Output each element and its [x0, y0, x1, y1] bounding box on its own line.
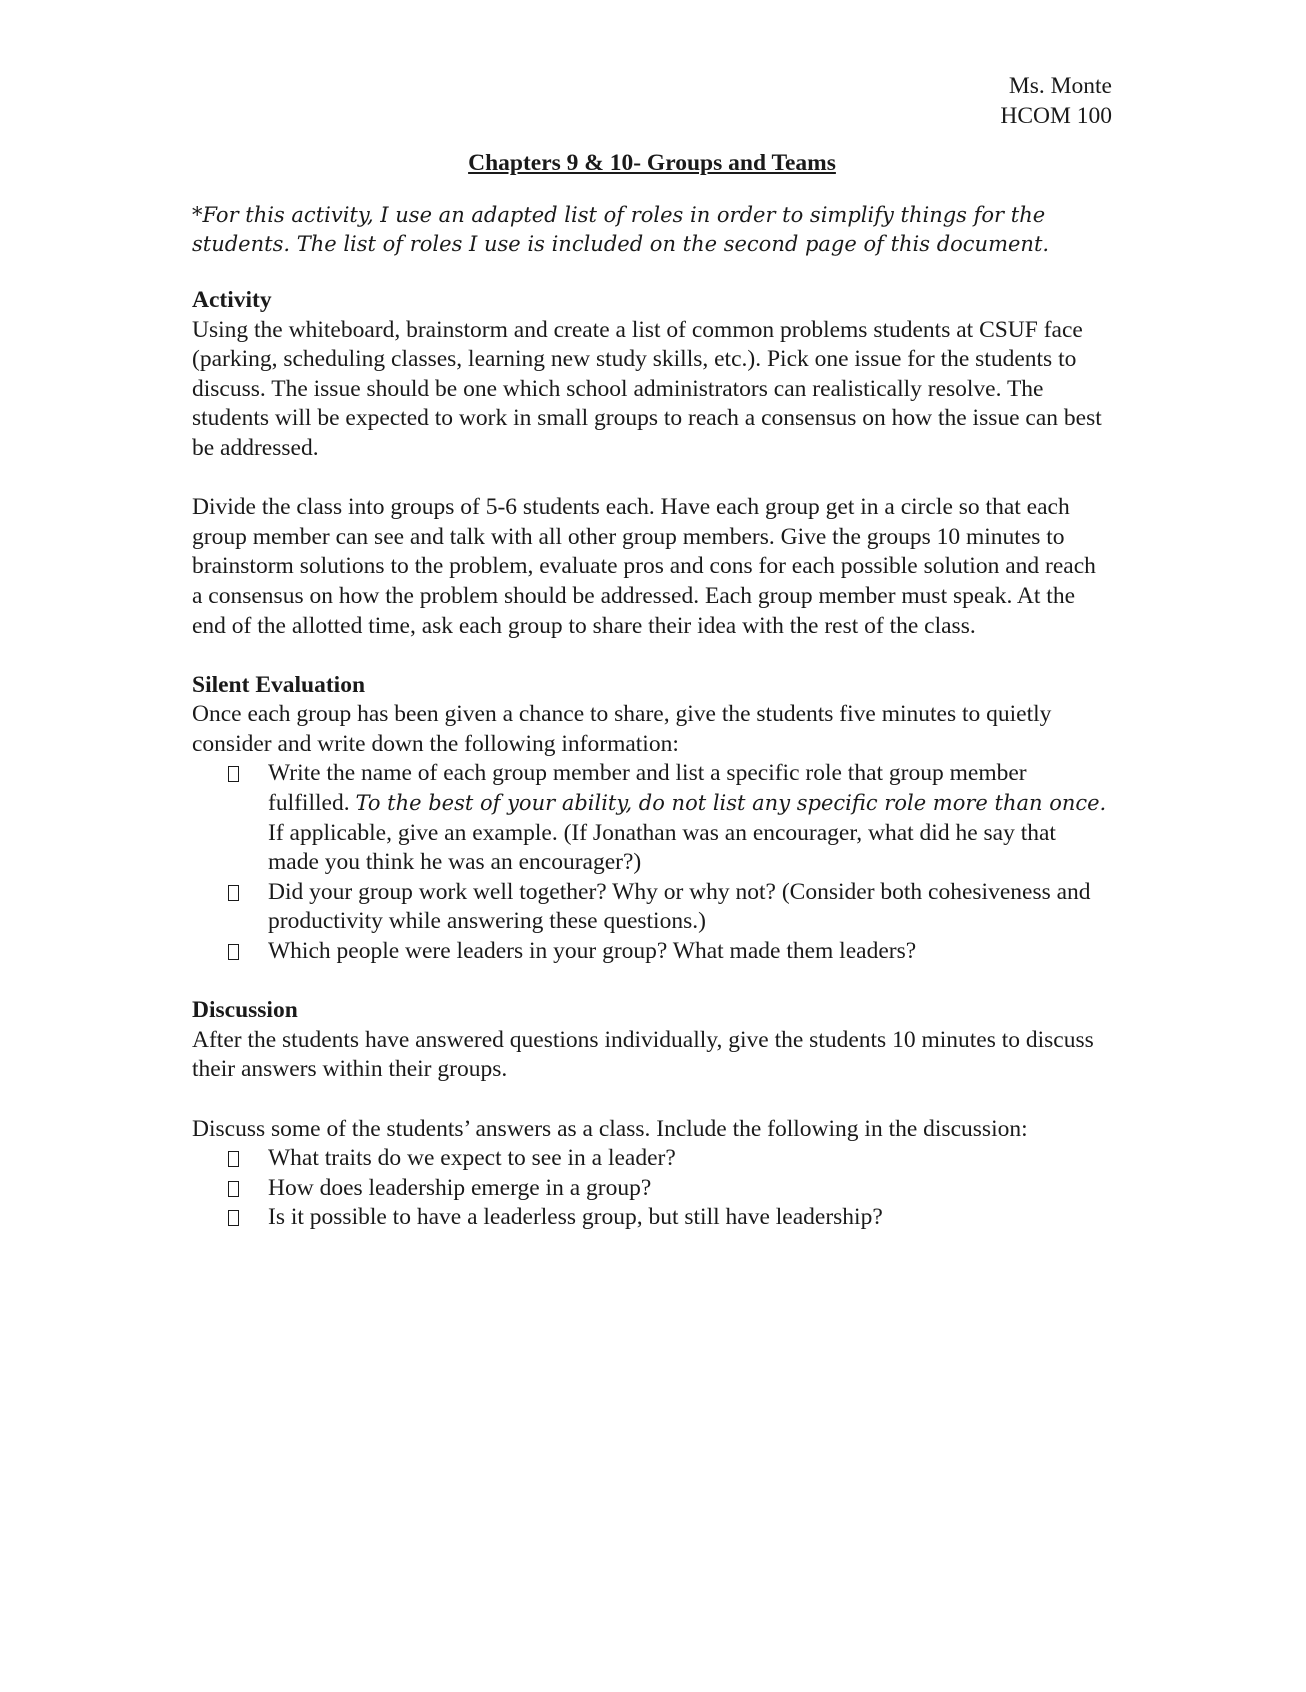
silent-evaluation-intro: Once each group has been given a chance to share, give the students five minutes to quietly consider and write down the following information: — [192, 701, 1052, 757]
discussion-paragraph-2: Discuss some of the students’ answers as a class. Include the following in the discussion: — [192, 1115, 1028, 1142]
activity-paragraph-1: Using the whiteboard, brainstorm and create a list of common problems students at CSUF face (parking, scheduling classes, learning new study skills, etc.). Pick one issue for the students to discuss. The issue should be one which school administrators can realistically resolve. The students will be expected to work in small groups to reach a consensus on how the issue can best be addressed. — [192, 316, 1102, 461]
bullet-box-icon — [228, 1181, 239, 1197]
activity-heading: Activity — [192, 286, 272, 313]
list-item — [228, 878, 1112, 937]
document-page — [192, 72, 1112, 1233]
bullet-box-icon — [228, 885, 239, 901]
list-item — [228, 759, 1112, 877]
list-item — [228, 1174, 1112, 1204]
instructor-name: Ms. Monte — [1008, 73, 1112, 99]
list-item — [228, 937, 1112, 967]
list-item-text: If applicable, give an example. (If Jonathan was an encourager, what did he say that made you think he was an encourager?) — [268, 819, 1056, 876]
bullet-box-icon — [228, 1210, 239, 1226]
list-item — [228, 1144, 1112, 1174]
bullet-box-icon — [228, 766, 239, 782]
list-item-text: Is it possible to have a leaderless group, but still have leadership? — [268, 1204, 883, 1231]
discussion-list — [192, 1144, 1112, 1233]
list-item-text: Did your group work well together? Why or why not? (Consider both cohesiveness and productivity while answering these questions.) — [268, 878, 1091, 935]
discussion-heading: Discussion — [192, 997, 298, 1024]
list-item-text: How does leadership emerge in a group? — [268, 1174, 652, 1201]
discussion-paragraph-1: After the students have answered questions individually, give the students 10 minutes to discuss their answers within their groups. — [192, 1026, 1094, 1083]
document-title: Chapters 9 & 10- Groups and Teams — [468, 150, 836, 177]
intro-note: *For this activity, I use an adapted list of roles in order to simplify things for the students. The list of roles I use is included on the second page of this document. — [192, 202, 1050, 257]
list-item — [228, 1203, 1112, 1233]
silent-evaluation-section — [192, 671, 1112, 967]
list-item-italic-text: To the best of your ability, do not list any specific role more than once. — [355, 791, 1107, 816]
activity-paragraph-2: Divide the class into groups of 5-6 students each. Have each group get in a circle so that each group member can see and talk with all other group members. Give the groups 10 minutes to brainstorm solutions to the problem, evaluate pros and cons for each possible solution and reach a consensus on how the problem should be addressed. Each group member must speak. At the end of the allotted time, ask each group to share their idea with the rest of the class. — [192, 494, 1096, 639]
course-code: HCOM 100 — [1000, 102, 1112, 129]
silent-evaluation-list — [192, 759, 1112, 966]
discussion-section — [192, 996, 1112, 1233]
list-item-text: What traits do we expect to see in a leader? — [268, 1145, 676, 1172]
bullet-box-icon — [228, 1151, 239, 1167]
list-item-text: Write the name of each group member and list a specific role that group member fulfilled. — [268, 760, 1027, 817]
activity-section — [192, 286, 1112, 641]
bullet-box-icon — [228, 944, 239, 960]
header-block — [192, 72, 1112, 131]
list-item-text: Which people were leaders in your group? What made them leaders? — [268, 938, 917, 965]
silent-evaluation-heading: Silent Evaluation — [192, 671, 366, 698]
